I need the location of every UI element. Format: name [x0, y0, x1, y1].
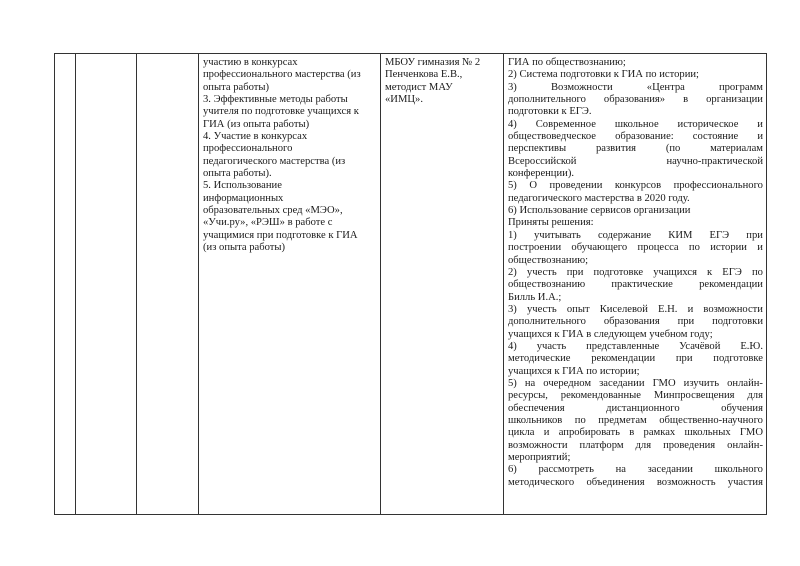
text-line: возможности платформ для проведения онлайн-: [508, 439, 763, 451]
topics-text: [203, 54, 377, 255]
number-cell: [55, 54, 76, 515]
text-line: 6) рассмотреть на заседании школьного: [508, 464, 763, 476]
text-line: ГИА по обществознанию;: [508, 57, 626, 68]
text-line: методического объединения возможность участия: [508, 476, 763, 488]
text-line: 4) Современное школьное историческое и: [508, 118, 763, 130]
text-line: 2) Система подготовки к ГИА по истории;: [508, 69, 699, 81]
text-line: 3. Эффективные методы работы: [203, 94, 348, 106]
speakers-text: [385, 54, 500, 106]
text-line: методист МАУ: [385, 81, 453, 93]
text-line: ГИА (из опыта работы): [203, 118, 310, 130]
text-line: информационных: [203, 192, 284, 204]
text-line: 3) Возможности «Центра программ: [508, 81, 763, 93]
text-line: 5) на очередном заседании ГМО изучить онлайн-: [508, 377, 763, 389]
text-line: учащимися при подготовке к ГИА: [203, 229, 358, 241]
decisions-cell: [504, 54, 767, 515]
text-line: цикла и апробировать в рамках школьных ГМО: [508, 427, 763, 439]
text-line: 6) Использование сервисов организации: [508, 205, 691, 217]
text-line: педагогического мастерства (из: [203, 155, 346, 167]
text-line: Билль И.А.;: [508, 291, 562, 303]
text-line: 5. Использование: [203, 180, 282, 192]
text-line: МБОУ гимназия № 2: [385, 57, 481, 68]
text-line: ресурсы, рекомендованные Минпросвещения для: [508, 390, 763, 402]
decisions-text: [508, 54, 763, 489]
text-line: профессионального мастерства (из: [203, 69, 361, 81]
text-line: обеспечения дистанционного обучения: [508, 402, 763, 414]
text-line: педагогического мастерства в 2020 году.: [508, 192, 690, 204]
text-line: опыта работы): [203, 81, 270, 93]
text-line: «Учи.ру», «РЭШ» в работе с: [203, 217, 333, 229]
text-line: перспективы развития (по материалам: [508, 143, 763, 155]
text-line: учащихся к ГИА в следующем учебном году;: [508, 328, 713, 340]
table-row: [55, 54, 767, 515]
text-line: (из опыта работы): [203, 242, 286, 254]
text-line: Приняты решения:: [508, 217, 594, 229]
text-line: мероприятий;: [508, 452, 571, 463]
text-line: дополнительного образования» в организации: [508, 94, 763, 106]
text-line: 5) О проведении конкурсов профессионального: [508, 180, 763, 192]
text-line: образовательных сред «МЭО»,: [203, 205, 343, 217]
text-line: «ИМЦ».: [385, 94, 423, 106]
text-line: 1) учитывать содержание КИМ ЕГЭ при: [508, 229, 763, 241]
text-line: построении обучающего процесса по истории и: [508, 242, 763, 254]
text-line: участию в конкурсах: [203, 57, 298, 68]
text-line: опыта работы).: [203, 168, 272, 180]
speakers-cell: [381, 54, 504, 515]
text-line: подготовки к ЕГЭ.: [508, 106, 592, 118]
text-line: Всероссийской научно-практической: [508, 155, 763, 167]
text-line: школьников по предметам общественно-научного: [508, 414, 763, 426]
date-cell: [76, 54, 137, 515]
text-line: 2) учесть при подготовке учащихся к ЕГЭ по: [508, 266, 763, 278]
text-line: конференции).: [508, 168, 574, 180]
text-line: методические рекомендации при подготовке: [508, 353, 763, 365]
text-line: профессионального: [203, 143, 293, 155]
text-line: обществознанию практические рекомендации: [508, 279, 763, 291]
event-cell: [137, 54, 199, 515]
text-line: обществоведческое образование: состояние и: [508, 131, 763, 143]
text-line: учащихся к ГИА по истории;: [508, 365, 640, 377]
text-line: дополнительного образования при подготовки: [508, 316, 763, 328]
topics-cell: [199, 54, 381, 515]
text-line: 4) участь представленные Усачёвой Е.Ю.: [508, 340, 763, 352]
text-line: обществознанию;: [508, 254, 589, 266]
text-line: 3) учесть опыт Киселевой Е.Н. и возможности: [508, 303, 763, 315]
meeting-table: [54, 53, 767, 515]
text-line: 4. Участие в конкурсах: [203, 131, 308, 143]
text-line: учителя по подготовке учащихся к: [203, 106, 359, 118]
text-line: Пенченкова Е.В.,: [385, 69, 463, 81]
